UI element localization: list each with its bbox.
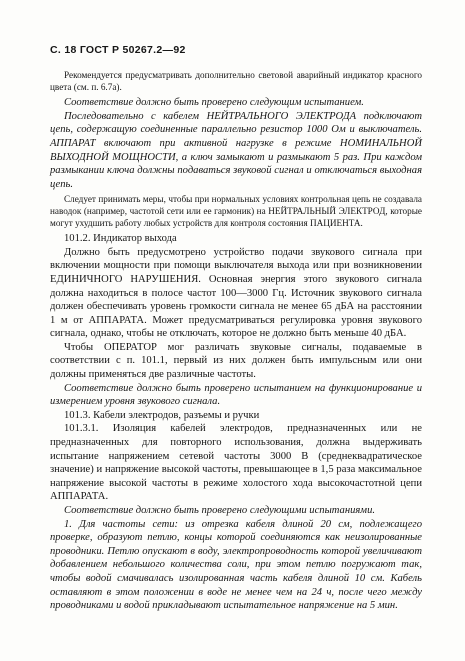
section-heading-101-3: 101.3. Кабели электродов, разъемы и ручки — [64, 409, 260, 421]
paragraph-compliance-heading: Соответствие должно быть проверено следующим испытанием. — [64, 97, 364, 109]
document-body — [50, 70, 422, 613]
paragraph-functional-test: Соответствие должно быть проверено испытанием на функционирование и измерением уровня звукового сигнала. — [50, 382, 422, 408]
section-heading-101-2: 101.2. Индикатор выхода — [64, 233, 177, 245]
paragraph-recommendation: Рекомендуется предусматривать дополнительно световой аварийный индикатор красного цвета (см. п. 6.7а). — [50, 70, 422, 92]
paragraph-tests-heading: Соответствие должно быть проверено следующими испытаниями. — [64, 505, 376, 516]
paragraph-test-procedure: Последовательно с кабелем НЕЙТРАЛЬНОГО ЭЛЕКТРОДА подключают цепь, содержащую соединенные параллельно резистор 1000 Ом и выключатель. АППАРАТ включают при активной нагрузке в режиме НОМИНАЛЬНОЙ ВЫХОДНОЙ МОЩНОСТИ, а ключ замыкают и размыкают 5 раз. При каждом размыкании ключа должны подаваться звуковой сигнал и отключаться выходная цепь. — [50, 110, 422, 190]
paragraph-audio-signal: Должно быть предусмотрено устройство подачи звукового сигнала при включении мощности при помощи выключателя выхода или при возникновении ЕДИНИЧНОГО НАРУШЕНИЯ. Основная энергия этого звукового сигнала должна находиться в полосе частот 100—3000 Гц. Источник звукового сигнала должен обеспечивать уровень громкости сигнала не менее 65 дБА на расстоянии 1 м от АППАРАТА. Может предусматриваться регулировка уровня звукового сигнала, однако, чтобы не отключать, которое не должно быть меньше 40 дБА. — [50, 246, 422, 340]
paragraph-operator-signals: Чтобы ОПЕРАТОР мог различать звуковые сигналы, подаваемые в соответствии с п. 101.1, первый из них должен быть импульсным или они должны применяться две различные частоты. — [50, 341, 422, 381]
paragraph-cable-insulation: 101.3.1. Изоляция кабелей электродов, предназначенных или не предназначенных для повторного использования, должна выдерживать испытание напряжением сетевой частоты 3000 В (среднеквадратическое значение) и напряжение высокой частоты, превышающее в 1,5 раза максимальное напряжение высокой частоты в режиме холостого хода высокочастотной цепи АППАРАТА. — [50, 423, 422, 503]
page-header: С. 18 ГОСТ Р 50267.2—92 — [50, 44, 186, 56]
paragraph-note-interference: Следует принимать меры, чтобы при нормальных условиях контрольная цепь не создавала наводок (например, частотой сети или ее гармоник) на НЕЙТРАЛЬНЫЙ ЭЛЕКТРОД, которые могут ухудшить работу любых устройств для контроля состояния ПАЦИЕНТА. — [50, 194, 422, 228]
paragraph-mains-frequency-test: 1. Для частоты сети: из отрезка кабеля длиной 20 см, подлежащего проверке, образуют петлю, концы которой соединяются как неизолированные проводники. Петлю опускают в воду, электропроводность которой увеличивают добавлением небольшого количества соли, при этом петлю погружают так, чтобы водой смачивалась изолированная часть кабеля длиной 10 см. Кабель оставляют в этом положении в воде не менее чем на 24 ч, после чего между проводниками и водой прикладывают испытательное напряжение на 5 мин. — [50, 518, 422, 612]
